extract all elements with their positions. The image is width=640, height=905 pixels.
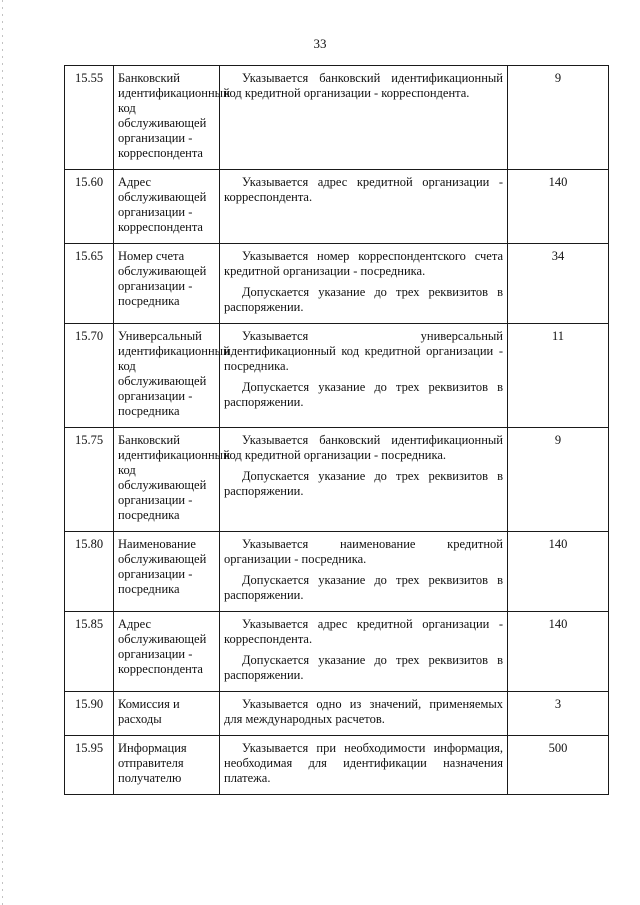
table-row [65,324,609,428]
field-length: 9 [508,428,609,532]
scan-edge-artifact [2,0,3,905]
field-length: 34 [508,244,609,324]
field-length: 3 [508,692,609,736]
field-number: 15.85 [65,612,114,692]
description-paragraph: Указывается адрес кредитной организации - корреспондента. [224,175,503,204]
field-number: 15.95 [65,736,114,795]
field-number: 15.90 [65,692,114,736]
field-name: Адрес обслуживающей организации - корреспондента [114,170,220,244]
field-length: 140 [508,170,609,244]
field-description [220,324,508,428]
field-name: Банковский идентификационный код обслуживающей организации - корреспондента [114,66,220,170]
field-description [220,532,508,612]
description-paragraph: Указывается адрес кредитной организации - корреспондента. [224,617,503,646]
field-description [220,244,508,324]
field-name: Информация отправителя получателю [114,736,220,795]
requisites-table [64,65,609,795]
description-paragraph: Указывается банковский идентификационный код кредитной организации - посредника. [224,433,503,462]
description-paragraph: Допускается указание до трех реквизитов в распоряжении. [224,380,503,409]
field-description [220,66,508,170]
field-length: 11 [508,324,609,428]
description-paragraph: Указывается одно из значений, применяемых для международных расчетов. [224,697,503,726]
field-name: Банковский идентификационный код обслуживающей организации - посредника [114,428,220,532]
field-length: 140 [508,532,609,612]
description-paragraph: Допускается указание до трех реквизитов в распоряжении. [224,573,503,602]
table-row [65,170,609,244]
field-number: 15.55 [65,66,114,170]
field-description [220,692,508,736]
field-number: 15.65 [65,244,114,324]
page-number: 33 [313,36,327,51]
field-length: 9 [508,66,609,170]
description-paragraph: Указывается универсальный идентификационный код кредитной организации - посредника. [224,329,503,373]
field-name: Комиссия и расходы [114,692,220,736]
field-description [220,428,508,532]
field-name: Номер счета обслуживающей организации - посредника [114,244,220,324]
field-description [220,612,508,692]
table-body [65,66,609,795]
table-row [65,66,609,170]
description-paragraph: Допускается указание до трех реквизитов в распоряжении. [224,469,503,498]
field-name: Адрес обслуживающей организации - корреспондента [114,612,220,692]
table-row [65,244,609,324]
field-name: Универсальный идентификационный код обслуживающей организации - посредника [114,324,220,428]
field-description [220,736,508,795]
field-length: 140 [508,612,609,692]
field-number: 15.75 [65,428,114,532]
description-paragraph: Указывается номер корреспондентского счета кредитной организации - посредника. [224,249,503,278]
field-number: 15.80 [65,532,114,612]
field-description [220,170,508,244]
field-length: 500 [508,736,609,795]
description-paragraph: Указывается наименование кредитной организации - посредника. [224,537,503,566]
table-row [65,692,609,736]
table-row [65,532,609,612]
table-row [65,428,609,532]
table-row [65,612,609,692]
description-paragraph: Указывается при необходимости информация, необходимая для идентификации назначения платежа. [224,741,503,785]
description-paragraph: Допускается указание до трех реквизитов в распоряжении. [224,653,503,682]
description-paragraph: Допускается указание до трех реквизитов в распоряжении. [224,285,503,314]
description-paragraph: Указывается банковский идентификационный код кредитной организации - корреспондента. [224,71,503,100]
field-number: 15.60 [65,170,114,244]
field-number: 15.70 [65,324,114,428]
table-row [65,736,609,795]
field-name: Наименование обслуживающей организации - посредника [114,532,220,612]
